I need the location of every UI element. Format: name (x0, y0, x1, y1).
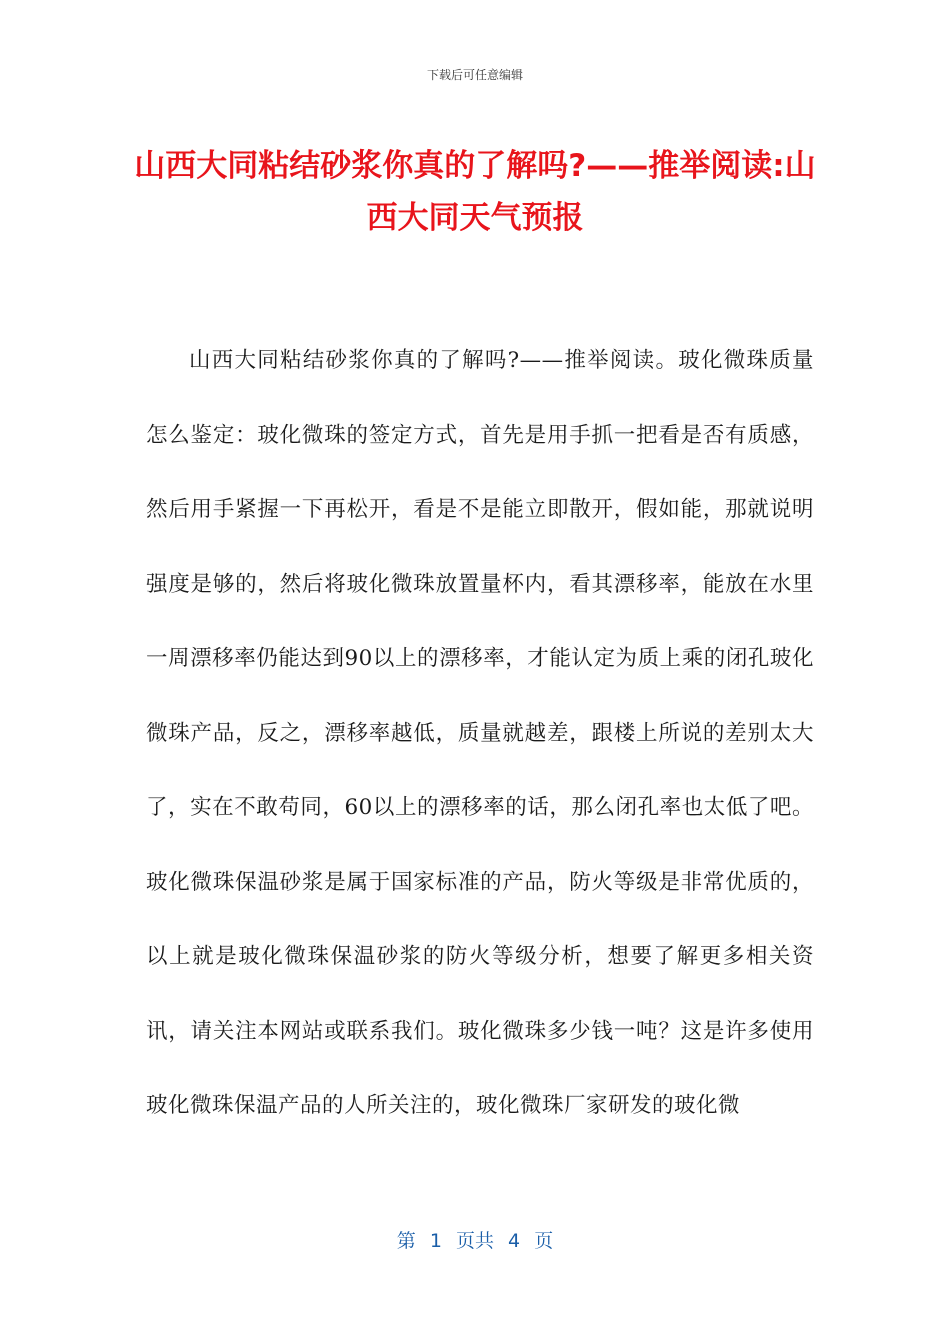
document-body-paragraph: 山西大同粘结砂浆你真的了解吗?——推举阅读。玻化微珠质量怎么鉴定：玻化微珠的签定方式，首先是用手抓一把看是否有质感，然后用手紧握一下再松开，看是不是能立即散开，假如能，那就说明强度是够的，然后将玻化微珠放置量杯内，看其漂移率，能放在水里一周漂移率仍能达到90以上的漂移率，才能认定为质上乘的闭孔玻化微珠产品，反之，漂移率越低，质量就越差，跟楼上所说的差别太大了，实在不敢苟同，60以上的漂移率的话，那么闭孔率也太低了吧。玻化微珠保温砂浆是属于国家标准的产品，防火等级是非常优质的，以上就是玻化微珠保温砂浆的防火等级分析，想要了解更多相关资讯，请关注本网站或联系我们。玻化微珠多少钱一吨？这是许多使用玻化微珠保温产品的人所关注的，玻化微珠厂家研发的玻化微 (146, 348, 814, 1118)
page-label-suffix: 页 (534, 1230, 554, 1252)
total-pages-number: 4 (508, 1230, 521, 1252)
page-header-note: 下载后可任意编辑 (426, 68, 523, 82)
current-page-number: 1 (429, 1230, 442, 1252)
page-label-prefix: 第 (396, 1230, 416, 1252)
page-label-mid: 页共 (455, 1230, 494, 1252)
page-footer (0, 1226, 950, 1253)
document-title: 山西大同粘结砂浆你真的了解吗?——推举阅读:山西大同天气预报 (134, 148, 816, 236)
